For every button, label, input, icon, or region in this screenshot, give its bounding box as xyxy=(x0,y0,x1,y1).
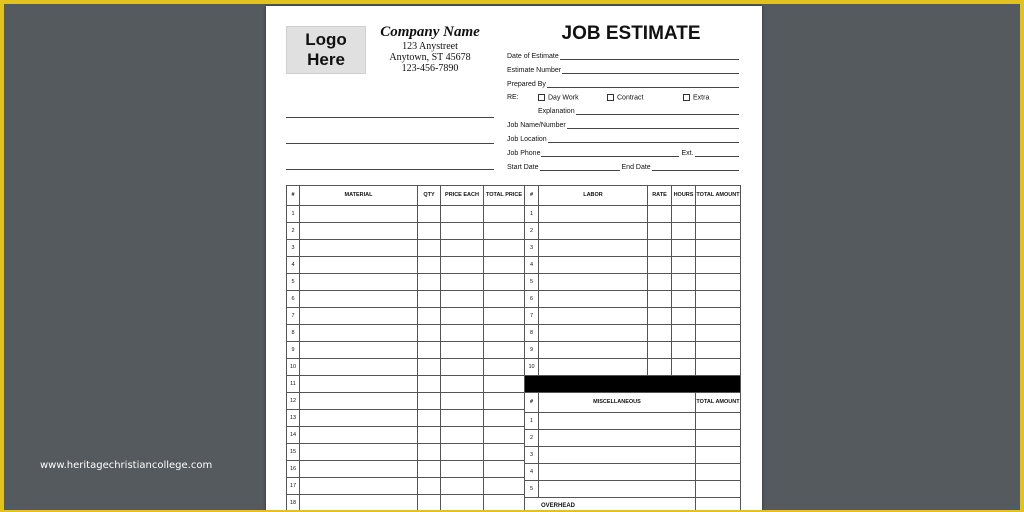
entry-cell[interactable] xyxy=(484,461,525,478)
prepared-by-label: Prepared By xyxy=(507,81,546,88)
contract-option[interactable] xyxy=(607,94,643,101)
labor-col-labor: LABOR xyxy=(539,186,648,206)
company-city: Anytown, ST 45678 xyxy=(389,52,471,63)
row-number: 7 xyxy=(287,308,300,325)
labor-row xyxy=(525,257,741,274)
entry-cell[interactable] xyxy=(300,461,418,478)
day-work-checkbox[interactable] xyxy=(538,94,545,101)
entry-cell[interactable] xyxy=(300,291,418,308)
entry-cell[interactable] xyxy=(539,274,648,291)
row-number: 5 xyxy=(287,274,300,291)
entry-cell[interactable] xyxy=(484,444,525,461)
entry-cell[interactable] xyxy=(696,274,741,291)
entry-cell[interactable] xyxy=(672,223,696,240)
entry-cell[interactable] xyxy=(418,342,441,359)
estimate-page xyxy=(266,6,762,512)
entry-cell[interactable] xyxy=(539,430,696,447)
entry-cell[interactable] xyxy=(696,325,741,342)
labor-col-hours: HOURS xyxy=(672,186,696,206)
entry-cell[interactable] xyxy=(484,393,525,410)
entry-cell[interactable] xyxy=(484,478,525,495)
entry-cell[interactable] xyxy=(539,240,648,257)
entry-cell[interactable] xyxy=(300,308,418,325)
entry-cell[interactable] xyxy=(672,342,696,359)
entry-cell[interactable] xyxy=(484,376,525,393)
entry-cell[interactable] xyxy=(441,376,484,393)
material-row xyxy=(287,478,525,495)
misc-col-total-amount: TOTAL AMOUNT xyxy=(696,393,741,413)
entry-cell[interactable] xyxy=(696,240,741,257)
document-title: JOB ESTIMATE xyxy=(561,23,701,44)
entry-cell[interactable] xyxy=(300,478,418,495)
entry-cell[interactable] xyxy=(672,359,696,376)
row-number: 17 xyxy=(287,478,300,495)
entry-cell[interactable] xyxy=(418,410,441,427)
entry-cell[interactable] xyxy=(441,257,484,274)
company-block xyxy=(370,24,490,74)
material-table xyxy=(286,185,525,512)
day-work-option[interactable] xyxy=(538,94,579,101)
entry-cell[interactable] xyxy=(418,495,441,512)
row-number: 2 xyxy=(525,430,539,447)
entry-cell[interactable] xyxy=(484,223,525,240)
material-row xyxy=(287,240,525,257)
labor-row xyxy=(525,206,741,223)
entry-cell[interactable] xyxy=(696,291,741,308)
company-name: Company Name xyxy=(380,24,480,40)
misc-col-miscellaneous: MISCELLANEOUS xyxy=(539,393,696,413)
material-row xyxy=(287,325,525,342)
entry-cell[interactable] xyxy=(441,461,484,478)
entry-cell[interactable] xyxy=(484,206,525,223)
contract-checkbox[interactable] xyxy=(607,94,614,101)
row-number: 11 xyxy=(287,376,300,393)
entry-cell[interactable] xyxy=(300,393,418,410)
start-end-date-field[interactable] xyxy=(507,163,739,171)
date-of-estimate-label: Date of Estimate xyxy=(507,53,559,60)
labor-row xyxy=(525,359,741,376)
row-number: 6 xyxy=(287,291,300,308)
estimate-number-label: Estimate Number xyxy=(507,67,562,74)
entry-cell[interactable] xyxy=(418,461,441,478)
date-of-estimate-field[interactable] xyxy=(507,52,739,60)
entry-cell[interactable] xyxy=(696,257,741,274)
overhead-label: OVERHEAD xyxy=(525,498,696,512)
entry-cell[interactable] xyxy=(441,478,484,495)
material-row xyxy=(287,342,525,359)
address-line[interactable] xyxy=(286,169,494,170)
entry-cell[interactable] xyxy=(300,444,418,461)
material-row xyxy=(287,308,525,325)
entry-cell[interactable] xyxy=(484,308,525,325)
entry-cell[interactable] xyxy=(696,342,741,359)
misc-row xyxy=(525,481,741,498)
contract-label: Contract xyxy=(617,94,644,102)
material-row xyxy=(287,393,525,410)
row-number: 3 xyxy=(525,240,539,257)
labor-row xyxy=(525,291,741,308)
start-date-label: Start Date xyxy=(507,164,539,171)
labor-row xyxy=(525,274,741,291)
entry-cell[interactable] xyxy=(441,291,484,308)
entry-cell[interactable] xyxy=(539,257,648,274)
entry-cell[interactable] xyxy=(441,393,484,410)
job-phone-label: Job Phone xyxy=(507,150,541,157)
job-location-label: Job Location xyxy=(507,136,547,143)
extra-option[interactable] xyxy=(683,94,709,101)
entry-cell[interactable] xyxy=(441,495,484,512)
entry-cell[interactable] xyxy=(441,427,484,444)
entry-cell[interactable] xyxy=(441,359,484,376)
material-row xyxy=(287,376,525,393)
row-number: 4 xyxy=(287,257,300,274)
day-work-label: Day Work xyxy=(548,94,579,102)
explanation-field[interactable] xyxy=(538,107,739,115)
row-number: 4 xyxy=(525,257,539,274)
entry-cell[interactable] xyxy=(300,376,418,393)
row-number: 7 xyxy=(525,308,539,325)
entry-cell[interactable] xyxy=(696,206,741,223)
entry-cell[interactable] xyxy=(539,481,696,498)
entry-cell[interactable] xyxy=(418,478,441,495)
entry-cell[interactable] xyxy=(484,240,525,257)
material-row xyxy=(287,359,525,376)
row-number: 2 xyxy=(287,223,300,240)
entry-cell[interactable] xyxy=(418,444,441,461)
logo-line-2: Here xyxy=(307,50,345,69)
entry-cell[interactable] xyxy=(441,274,484,291)
job-name-field[interactable] xyxy=(507,121,739,129)
entry-cell[interactable] xyxy=(539,359,648,376)
misc-row xyxy=(525,413,741,430)
extra-checkbox[interactable] xyxy=(683,94,690,101)
row-number: 18 xyxy=(287,495,300,512)
overhead-row xyxy=(525,498,741,512)
entry-cell[interactable] xyxy=(648,325,672,342)
entry-cell[interactable] xyxy=(484,274,525,291)
row-number: 1 xyxy=(525,206,539,223)
entry-cell[interactable] xyxy=(539,342,648,359)
entry-cell[interactable] xyxy=(696,481,741,498)
re-label: RE: xyxy=(507,94,519,101)
labor-header-row xyxy=(525,186,741,206)
material-col-material: MATERIAL xyxy=(300,186,418,206)
watermark-text: www.heritagechristiancollege.com xyxy=(40,460,213,471)
material-row xyxy=(287,257,525,274)
row-number: 5 xyxy=(525,481,539,498)
entry-cell[interactable] xyxy=(648,359,672,376)
material-row xyxy=(287,206,525,223)
entry-cell[interactable] xyxy=(696,413,741,430)
entry-cell[interactable] xyxy=(696,430,741,447)
labor-divider-row xyxy=(525,376,741,393)
material-col-total-price: TOTAL PRICE xyxy=(484,186,525,206)
job-name-label: Job Name/Number xyxy=(507,122,566,129)
address-line[interactable] xyxy=(286,117,494,118)
entry-cell[interactable] xyxy=(672,291,696,308)
company-street: 123 Anystreet xyxy=(402,41,458,52)
misc-row xyxy=(525,464,741,481)
labor-row xyxy=(525,223,741,240)
row-number: 3 xyxy=(525,447,539,464)
entry-cell[interactable] xyxy=(648,274,672,291)
logo-line-1: Logo xyxy=(305,30,347,49)
entry-cell[interactable] xyxy=(648,257,672,274)
labor-col-rate: RATE xyxy=(648,186,672,206)
entry-cell[interactable] xyxy=(300,495,418,512)
row-number: 5 xyxy=(525,274,539,291)
row-number: 1 xyxy=(287,206,300,223)
entry-cell[interactable] xyxy=(300,274,418,291)
material-row xyxy=(287,274,525,291)
labor-row xyxy=(525,240,741,257)
row-number: 9 xyxy=(525,342,539,359)
row-number: 10 xyxy=(525,359,539,376)
row-number: 6 xyxy=(525,291,539,308)
estimate-number-field[interactable] xyxy=(507,66,739,74)
entry-cell[interactable] xyxy=(648,206,672,223)
entry-cell[interactable] xyxy=(418,257,441,274)
entry-cell[interactable] xyxy=(484,495,525,512)
material-col-number: # xyxy=(287,186,300,206)
entry-cell[interactable] xyxy=(300,240,418,257)
material-row xyxy=(287,427,525,444)
entry-cell[interactable] xyxy=(300,206,418,223)
material-row xyxy=(287,291,525,308)
entry-cell[interactable] xyxy=(696,359,741,376)
entry-cell[interactable] xyxy=(539,447,696,464)
entry-cell[interactable] xyxy=(441,342,484,359)
misc-table xyxy=(524,392,741,512)
job-location-field[interactable] xyxy=(507,135,739,143)
entry-cell[interactable] xyxy=(300,359,418,376)
entry-cell[interactable] xyxy=(539,206,648,223)
misc-row xyxy=(525,447,741,464)
labor-col-total-amount: TOTAL AMOUNT xyxy=(696,186,741,206)
misc-header-row xyxy=(525,393,741,413)
row-number: 12 xyxy=(287,393,300,410)
entry-cell[interactable] xyxy=(441,223,484,240)
entry-cell[interactable] xyxy=(418,291,441,308)
row-number: 3 xyxy=(287,240,300,257)
material-row xyxy=(287,223,525,240)
entry-cell[interactable] xyxy=(300,325,418,342)
address-line[interactable] xyxy=(286,143,494,144)
entry-cell[interactable] xyxy=(696,308,741,325)
entry-cell[interactable] xyxy=(441,308,484,325)
entry-cell[interactable] xyxy=(418,376,441,393)
entry-cell[interactable] xyxy=(418,223,441,240)
entry-cell[interactable] xyxy=(672,274,696,291)
explanation-label: Explanation xyxy=(538,108,575,115)
entry-cell[interactable] xyxy=(441,410,484,427)
entry-cell[interactable] xyxy=(441,206,484,223)
entry-cell[interactable] xyxy=(539,325,648,342)
row-number: 1 xyxy=(525,413,539,430)
entry-cell[interactable] xyxy=(418,427,441,444)
end-date-label: End Date xyxy=(621,164,651,171)
labor-row xyxy=(525,342,741,359)
misc-col-number: # xyxy=(525,393,539,413)
entry-cell[interactable] xyxy=(539,308,648,325)
entry-cell[interactable] xyxy=(300,410,418,427)
row-number: 4 xyxy=(525,464,539,481)
entry-cell[interactable] xyxy=(418,274,441,291)
material-header-row xyxy=(287,186,525,206)
ext-label: Ext. xyxy=(681,150,694,157)
entry-cell[interactable] xyxy=(648,308,672,325)
material-col-qty: QTY xyxy=(418,186,441,206)
entry-cell[interactable] xyxy=(672,257,696,274)
entry-cell[interactable] xyxy=(648,291,672,308)
row-number: 13 xyxy=(287,410,300,427)
entry-cell[interactable] xyxy=(484,427,525,444)
prepared-by-field[interactable] xyxy=(507,80,739,88)
entry-cell[interactable] xyxy=(418,359,441,376)
labor-row xyxy=(525,308,741,325)
logo-placeholder xyxy=(286,26,366,74)
entry-cell[interactable] xyxy=(300,223,418,240)
entry-cell[interactable] xyxy=(484,359,525,376)
entry-cell[interactable] xyxy=(539,223,648,240)
row-number: 8 xyxy=(525,325,539,342)
entry-cell[interactable] xyxy=(648,223,672,240)
black-divider-bar xyxy=(525,376,741,393)
entry-cell[interactable] xyxy=(696,447,741,464)
entry-cell[interactable] xyxy=(418,393,441,410)
material-row xyxy=(287,410,525,427)
entry-cell[interactable] xyxy=(418,325,441,342)
entry-cell[interactable] xyxy=(441,240,484,257)
labor-row xyxy=(525,325,741,342)
material-row xyxy=(287,461,525,478)
entry-cell[interactable] xyxy=(696,464,741,481)
entry-cell[interactable] xyxy=(539,464,696,481)
entry-cell[interactable] xyxy=(672,206,696,223)
company-phone: 123-456-7890 xyxy=(401,63,459,74)
entry-cell[interactable] xyxy=(648,342,672,359)
extra-label: Extra xyxy=(693,94,710,102)
labor-col-number: # xyxy=(525,186,539,206)
entry-cell[interactable] xyxy=(300,257,418,274)
entry-cell[interactable] xyxy=(672,325,696,342)
entry-cell[interactable] xyxy=(418,240,441,257)
row-number: 8 xyxy=(287,325,300,342)
entry-cell[interactable] xyxy=(418,308,441,325)
material-col-price-each: PRICE EACH xyxy=(441,186,484,206)
job-phone-field[interactable] xyxy=(507,149,739,157)
entry-cell[interactable] xyxy=(696,223,741,240)
row-number: 2 xyxy=(525,223,539,240)
material-row xyxy=(287,495,525,512)
row-number: 9 xyxy=(287,342,300,359)
misc-row xyxy=(525,430,741,447)
entry-cell[interactable] xyxy=(484,410,525,427)
row-number: 10 xyxy=(287,359,300,376)
overhead-amount-cell[interactable] xyxy=(696,498,741,512)
entry-cell[interactable] xyxy=(418,206,441,223)
entry-cell[interactable] xyxy=(441,444,484,461)
entry-cell[interactable] xyxy=(648,240,672,257)
entry-cell[interactable] xyxy=(672,240,696,257)
entry-cell[interactable] xyxy=(441,325,484,342)
entry-cell[interactable] xyxy=(300,427,418,444)
row-number: 14 xyxy=(287,427,300,444)
entry-cell[interactable] xyxy=(484,291,525,308)
material-row xyxy=(287,444,525,461)
entry-cell[interactable] xyxy=(539,291,648,308)
entry-cell[interactable] xyxy=(672,308,696,325)
entry-cell[interactable] xyxy=(539,413,696,430)
labor-table xyxy=(524,185,741,393)
entry-cell[interactable] xyxy=(484,342,525,359)
entry-cell[interactable] xyxy=(484,325,525,342)
entry-cell[interactable] xyxy=(484,257,525,274)
row-number: 16 xyxy=(287,461,300,478)
row-number: 15 xyxy=(287,444,300,461)
entry-cell[interactable] xyxy=(300,342,418,359)
